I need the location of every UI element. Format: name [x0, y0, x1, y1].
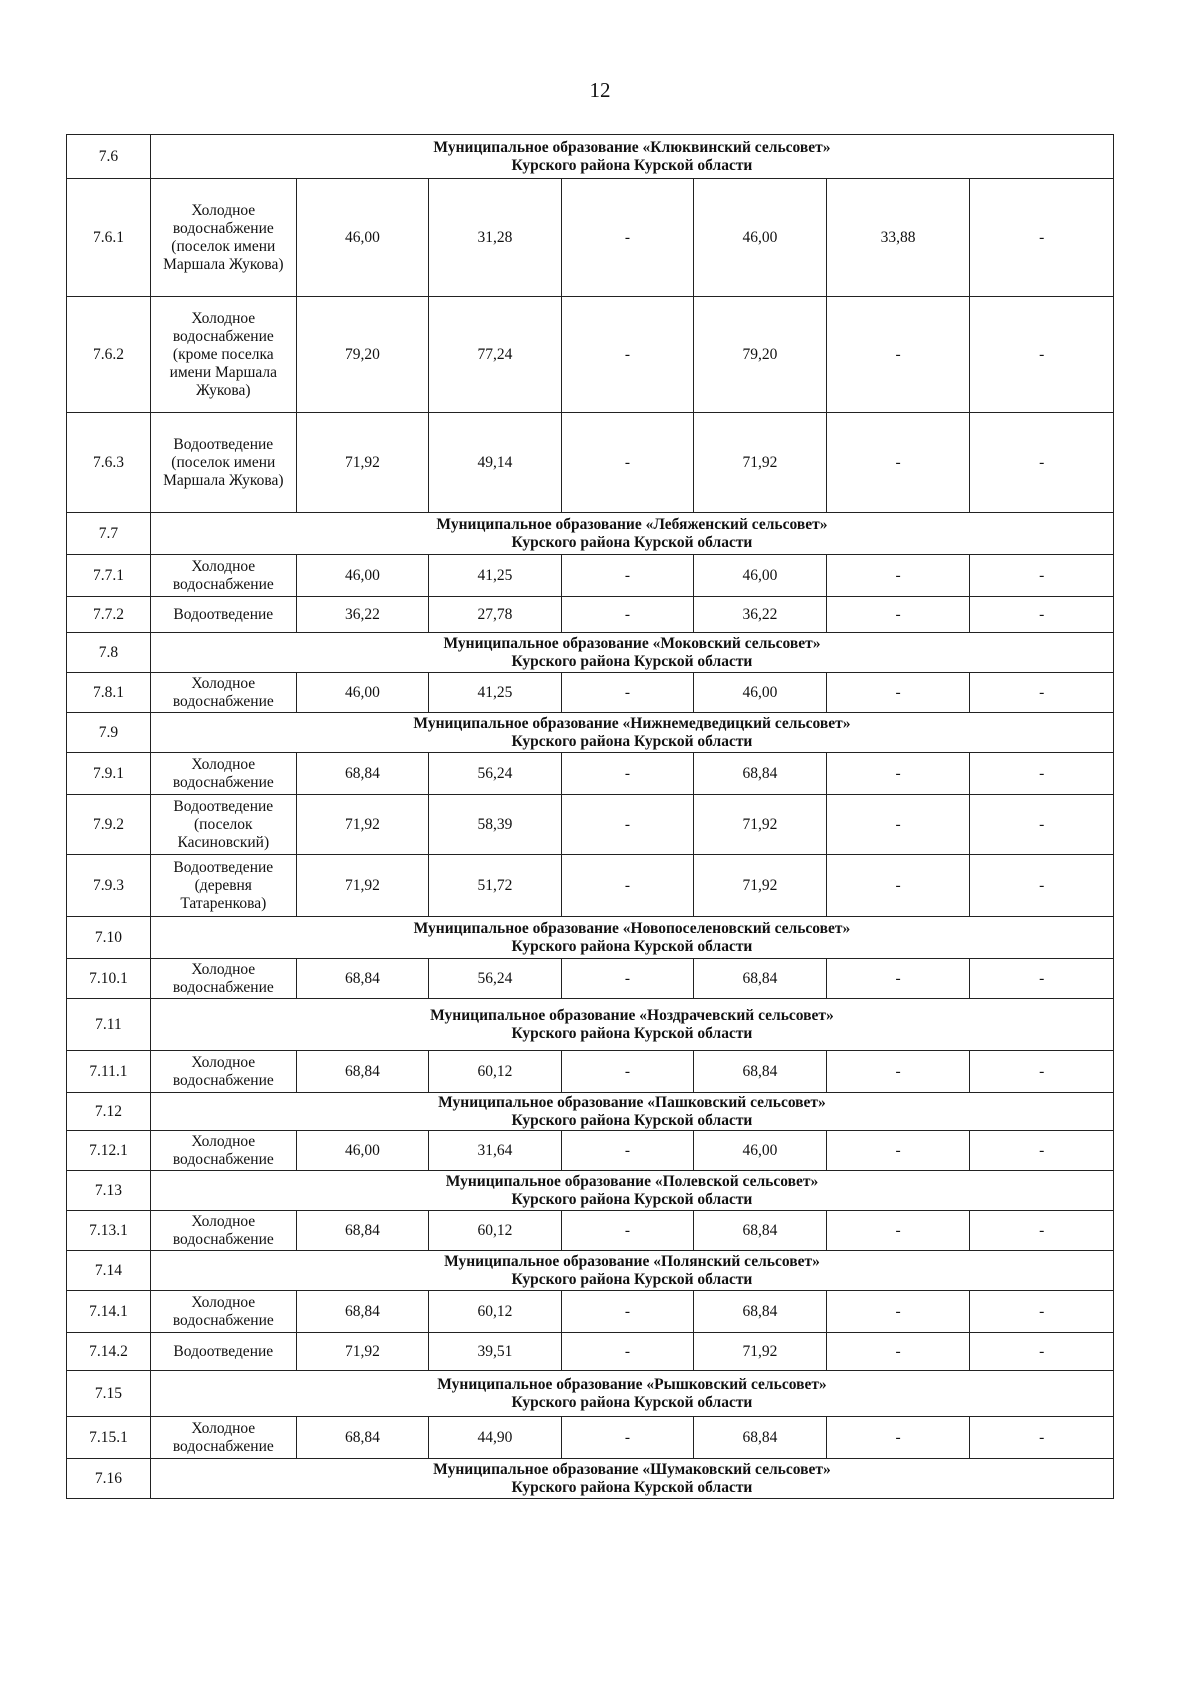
- service-name: Холодное водоснабжение (поселок имени Маршала Жукова): [150, 179, 296, 297]
- section-code: 7.12: [67, 1093, 151, 1131]
- tariff-value-6: -: [970, 673, 1114, 713]
- tariff-value-4: 46,00: [694, 555, 827, 597]
- municipality-district: Курского района Курской области: [511, 1393, 753, 1411]
- table-row: [67, 179, 1114, 297]
- tariff-value-3: -: [561, 673, 694, 713]
- section-code: 7.11: [67, 999, 151, 1051]
- tariff-value-6: -: [970, 1417, 1114, 1459]
- tariff-value-5: -: [826, 1291, 970, 1333]
- table-row: [67, 753, 1114, 795]
- row-code: 7.6.3: [67, 413, 151, 513]
- service-name: Холодное водоснабжение: [150, 1211, 296, 1251]
- tariff-value-2: 56,24: [429, 959, 562, 999]
- tariff-value-4: 79,20: [694, 297, 827, 413]
- table-row: [67, 959, 1114, 999]
- table-row: [67, 673, 1114, 713]
- municipality-name: Муниципальное образование «Полевской сельсовет»: [445, 1172, 819, 1190]
- tariff-value-3: -: [561, 555, 694, 597]
- table-row: [67, 1333, 1114, 1371]
- municipality-district: Курского района Курской области: [511, 156, 753, 174]
- section-code: 7.7: [67, 513, 151, 555]
- tariff-value-4: 68,84: [694, 1291, 827, 1333]
- row-code: 7.9.2: [67, 795, 151, 855]
- tariff-value-4: 68,84: [694, 753, 827, 795]
- tariff-value-6: -: [970, 1333, 1114, 1371]
- section-header-row: [67, 1459, 1114, 1499]
- municipality-name: Муниципальное образование «Полянский сельсовет»: [444, 1252, 820, 1270]
- service-name: Холодное водоснабжение: [150, 1131, 296, 1171]
- municipality-district: Курского района Курской области: [511, 652, 753, 670]
- tariff-value-6: -: [970, 413, 1114, 513]
- row-code: 7.7.1: [67, 555, 151, 597]
- municipality-name: Муниципальное образование «Пашковский сельсовет»: [438, 1093, 826, 1111]
- tariff-value-5: -: [826, 1417, 970, 1459]
- row-code: 7.6.2: [67, 297, 151, 413]
- table-row: [67, 855, 1114, 917]
- tariff-value-1: 68,84: [296, 959, 429, 999]
- tariff-value-4: 68,84: [694, 959, 827, 999]
- tariff-table: [66, 134, 1114, 1499]
- tariff-value-2: 58,39: [429, 795, 562, 855]
- tariff-value-5: -: [826, 555, 970, 597]
- section-header-row: [67, 917, 1114, 959]
- service-name: Холодное водоснабжение (кроме поселка имени Маршала Жукова): [150, 297, 296, 413]
- tariff-value-1: 46,00: [296, 555, 429, 597]
- tariff-value-3: -: [561, 795, 694, 855]
- tariff-value-5: -: [826, 855, 970, 917]
- tariff-value-2: 60,12: [429, 1051, 562, 1093]
- row-code: 7.15.1: [67, 1417, 151, 1459]
- tariff-value-4: 71,92: [694, 1333, 827, 1371]
- tariff-value-2: 39,51: [429, 1333, 562, 1371]
- section-header-row: [67, 1251, 1114, 1291]
- tariff-value-6: -: [970, 1051, 1114, 1093]
- tariff-value-4: 68,84: [694, 1211, 827, 1251]
- tariff-value-2: 51,72: [429, 855, 562, 917]
- tariff-value-6: -: [970, 795, 1114, 855]
- row-code: 7.12.1: [67, 1131, 151, 1171]
- service-name: Холодное водоснабжение: [150, 959, 296, 999]
- tariff-value-5: -: [826, 297, 970, 413]
- row-code: 7.7.2: [67, 597, 151, 633]
- table-row: [67, 1131, 1114, 1171]
- tariff-value-5: -: [826, 1131, 970, 1171]
- tariff-value-1: 68,84: [296, 1291, 429, 1333]
- tariff-value-5: -: [826, 673, 970, 713]
- tariff-value-4: 68,84: [694, 1417, 827, 1459]
- tariff-value-6: -: [970, 855, 1114, 917]
- section-code: 7.15: [67, 1371, 151, 1417]
- service-name: Холодное водоснабжение: [150, 753, 296, 795]
- tariff-value-1: 68,84: [296, 1051, 429, 1093]
- section-header-row: [67, 713, 1114, 753]
- tariff-value-6: -: [970, 297, 1114, 413]
- tariff-value-1: 71,92: [296, 413, 429, 513]
- table-row: [67, 795, 1114, 855]
- section-header-row: [67, 1171, 1114, 1211]
- municipality-title: [150, 1171, 1113, 1211]
- tariff-value-4: 71,92: [694, 413, 827, 513]
- table-row: [67, 597, 1114, 633]
- tariff-value-3: -: [561, 753, 694, 795]
- tariff-value-3: -: [561, 1333, 694, 1371]
- tariff-value-3: -: [561, 1211, 694, 1251]
- tariff-value-5: -: [826, 1051, 970, 1093]
- tariff-value-5: -: [826, 597, 970, 633]
- tariff-value-3: -: [561, 1417, 694, 1459]
- table-row: [67, 297, 1114, 413]
- service-name: Водоотведение (деревня Татаренкова): [150, 855, 296, 917]
- tariff-value-6: -: [970, 959, 1114, 999]
- tariff-value-5: 33,88: [826, 179, 970, 297]
- municipality-name: Муниципальное образование «Моковский сельсовет»: [443, 634, 821, 652]
- municipality-name: Муниципальное образование «Лебяженский сельсовет»: [436, 515, 828, 533]
- section-header-row: [67, 1093, 1114, 1131]
- table-row: [67, 1051, 1114, 1093]
- tariff-value-2: 77,24: [429, 297, 562, 413]
- row-code: 7.10.1: [67, 959, 151, 999]
- municipality-district: Курского района Курской области: [511, 937, 753, 955]
- municipality-district: Курского района Курской области: [511, 732, 753, 750]
- municipality-name: Муниципальное образование «Рышковский сельсовет»: [437, 1375, 827, 1393]
- municipality-title: [150, 999, 1113, 1051]
- table-row: [67, 1291, 1114, 1333]
- tariff-value-1: 46,00: [296, 179, 429, 297]
- tariff-value-2: 31,28: [429, 179, 562, 297]
- tariff-value-4: 71,92: [694, 855, 827, 917]
- municipality-name: Муниципальное образование «Новопоселеновский сельсовет»: [413, 919, 851, 937]
- municipality-district: Курского района Курской области: [511, 533, 753, 551]
- section-code: 7.8: [67, 633, 151, 673]
- tariff-value-2: 41,25: [429, 555, 562, 597]
- tariff-value-6: -: [970, 753, 1114, 795]
- section-code: 7.14: [67, 1251, 151, 1291]
- municipality-title: [150, 713, 1113, 753]
- row-code: 7.8.1: [67, 673, 151, 713]
- tariff-value-5: -: [826, 1211, 970, 1251]
- service-name: Холодное водоснабжение: [150, 1291, 296, 1333]
- section-code: 7.9: [67, 713, 151, 753]
- tariff-value-1: 71,92: [296, 1333, 429, 1371]
- row-code: 7.6.1: [67, 179, 151, 297]
- tariff-value-4: 71,92: [694, 795, 827, 855]
- section-header-row: [67, 513, 1114, 555]
- tariff-value-1: 46,00: [296, 673, 429, 713]
- tariff-value-1: 46,00: [296, 1131, 429, 1171]
- municipality-title: [150, 1459, 1113, 1499]
- tariff-value-3: -: [561, 597, 694, 633]
- tariff-value-5: -: [826, 753, 970, 795]
- section-header-row: [67, 1371, 1114, 1417]
- tariff-value-2: 44,90: [429, 1417, 562, 1459]
- municipality-name: Муниципальное образование «Шумаковский сельсовет»: [433, 1460, 831, 1478]
- tariff-value-6: -: [970, 1211, 1114, 1251]
- municipality-district: Курского района Курской области: [511, 1478, 753, 1496]
- municipality-title: [150, 513, 1113, 555]
- municipality-name: Муниципальное образование «Клюквинский сельсовет»: [433, 138, 831, 156]
- tariff-value-4: 36,22: [694, 597, 827, 633]
- table-row: [67, 1417, 1114, 1459]
- municipality-name: Муниципальное образование «Ноздрачевский сельсовет»: [430, 1006, 834, 1024]
- tariff-value-4: 46,00: [694, 1131, 827, 1171]
- municipality-district: Курского района Курской области: [511, 1024, 753, 1042]
- tariff-value-5: -: [826, 1333, 970, 1371]
- tariff-value-1: 36,22: [296, 597, 429, 633]
- tariff-value-2: 60,12: [429, 1291, 562, 1333]
- service-name: Водоотведение: [150, 1333, 296, 1371]
- section-code: 7.16: [67, 1459, 151, 1499]
- section-code: 7.6: [67, 135, 151, 179]
- service-name: Водоотведение (поселок Касиновский): [150, 795, 296, 855]
- table-row: [67, 555, 1114, 597]
- tariff-value-2: 49,14: [429, 413, 562, 513]
- municipality-title: [150, 135, 1113, 179]
- service-name: Холодное водоснабжение: [150, 1417, 296, 1459]
- row-code: 7.13.1: [67, 1211, 151, 1251]
- service-name: Холодное водоснабжение: [150, 673, 296, 713]
- tariff-value-2: 60,12: [429, 1211, 562, 1251]
- municipality-title: [150, 1251, 1113, 1291]
- row-code: 7.14.1: [67, 1291, 151, 1333]
- service-name: Водоотведение: [150, 597, 296, 633]
- tariff-value-6: -: [970, 555, 1114, 597]
- tariff-value-3: -: [561, 959, 694, 999]
- municipality-district: Курского района Курской области: [511, 1270, 753, 1288]
- tariff-value-5: -: [826, 959, 970, 999]
- municipality-title: [150, 1093, 1113, 1131]
- tariff-value-4: 46,00: [694, 179, 827, 297]
- tariff-value-4: 46,00: [694, 673, 827, 713]
- section-header-row: [67, 135, 1114, 179]
- tariff-value-3: -: [561, 297, 694, 413]
- municipality-district: Курского района Курской области: [511, 1190, 753, 1208]
- tariff-value-1: 68,84: [296, 1211, 429, 1251]
- tariff-value-6: -: [970, 179, 1114, 297]
- row-code: 7.11.1: [67, 1051, 151, 1093]
- tariff-value-1: 71,92: [296, 795, 429, 855]
- tariff-value-3: -: [561, 1131, 694, 1171]
- tariff-value-3: -: [561, 179, 694, 297]
- section-code: 7.13: [67, 1171, 151, 1211]
- tariff-value-5: -: [826, 413, 970, 513]
- row-code: 7.14.2: [67, 1333, 151, 1371]
- tariff-value-3: -: [561, 855, 694, 917]
- tariff-value-2: 56,24: [429, 753, 562, 795]
- service-name: Водоотведение (поселок имени Маршала Жукова): [150, 413, 296, 513]
- municipality-title: [150, 633, 1113, 673]
- table-row: [67, 413, 1114, 513]
- section-header-row: [67, 999, 1114, 1051]
- row-code: 7.9.3: [67, 855, 151, 917]
- municipality-name: Муниципальное образование «Нижнемедведицкий сельсовет»: [413, 714, 851, 732]
- service-name: Холодное водоснабжение: [150, 1051, 296, 1093]
- tariff-value-3: -: [561, 1291, 694, 1333]
- tariff-value-2: 27,78: [429, 597, 562, 633]
- section-header-row: [67, 633, 1114, 673]
- tariff-value-2: 41,25: [429, 673, 562, 713]
- tariff-value-1: 68,84: [296, 1417, 429, 1459]
- service-name: Холодное водоснабжение: [150, 555, 296, 597]
- row-code: 7.9.1: [67, 753, 151, 795]
- tariff-value-5: -: [826, 795, 970, 855]
- tariff-value-4: 68,84: [694, 1051, 827, 1093]
- section-code: 7.10: [67, 917, 151, 959]
- table-row: [67, 1211, 1114, 1251]
- tariff-value-2: 31,64: [429, 1131, 562, 1171]
- page-number: 12: [589, 78, 611, 102]
- tariff-value-6: -: [970, 1291, 1114, 1333]
- tariff-value-3: -: [561, 413, 694, 513]
- tariff-value-1: 68,84: [296, 753, 429, 795]
- tariff-value-1: 71,92: [296, 855, 429, 917]
- tariff-value-1: 79,20: [296, 297, 429, 413]
- municipality-title: [150, 917, 1113, 959]
- tariff-value-6: -: [970, 1131, 1114, 1171]
- municipality-title: [150, 1371, 1113, 1417]
- tariff-value-6: -: [970, 597, 1114, 633]
- tariff-value-3: -: [561, 1051, 694, 1093]
- municipality-district: Курского района Курской области: [511, 1111, 753, 1129]
